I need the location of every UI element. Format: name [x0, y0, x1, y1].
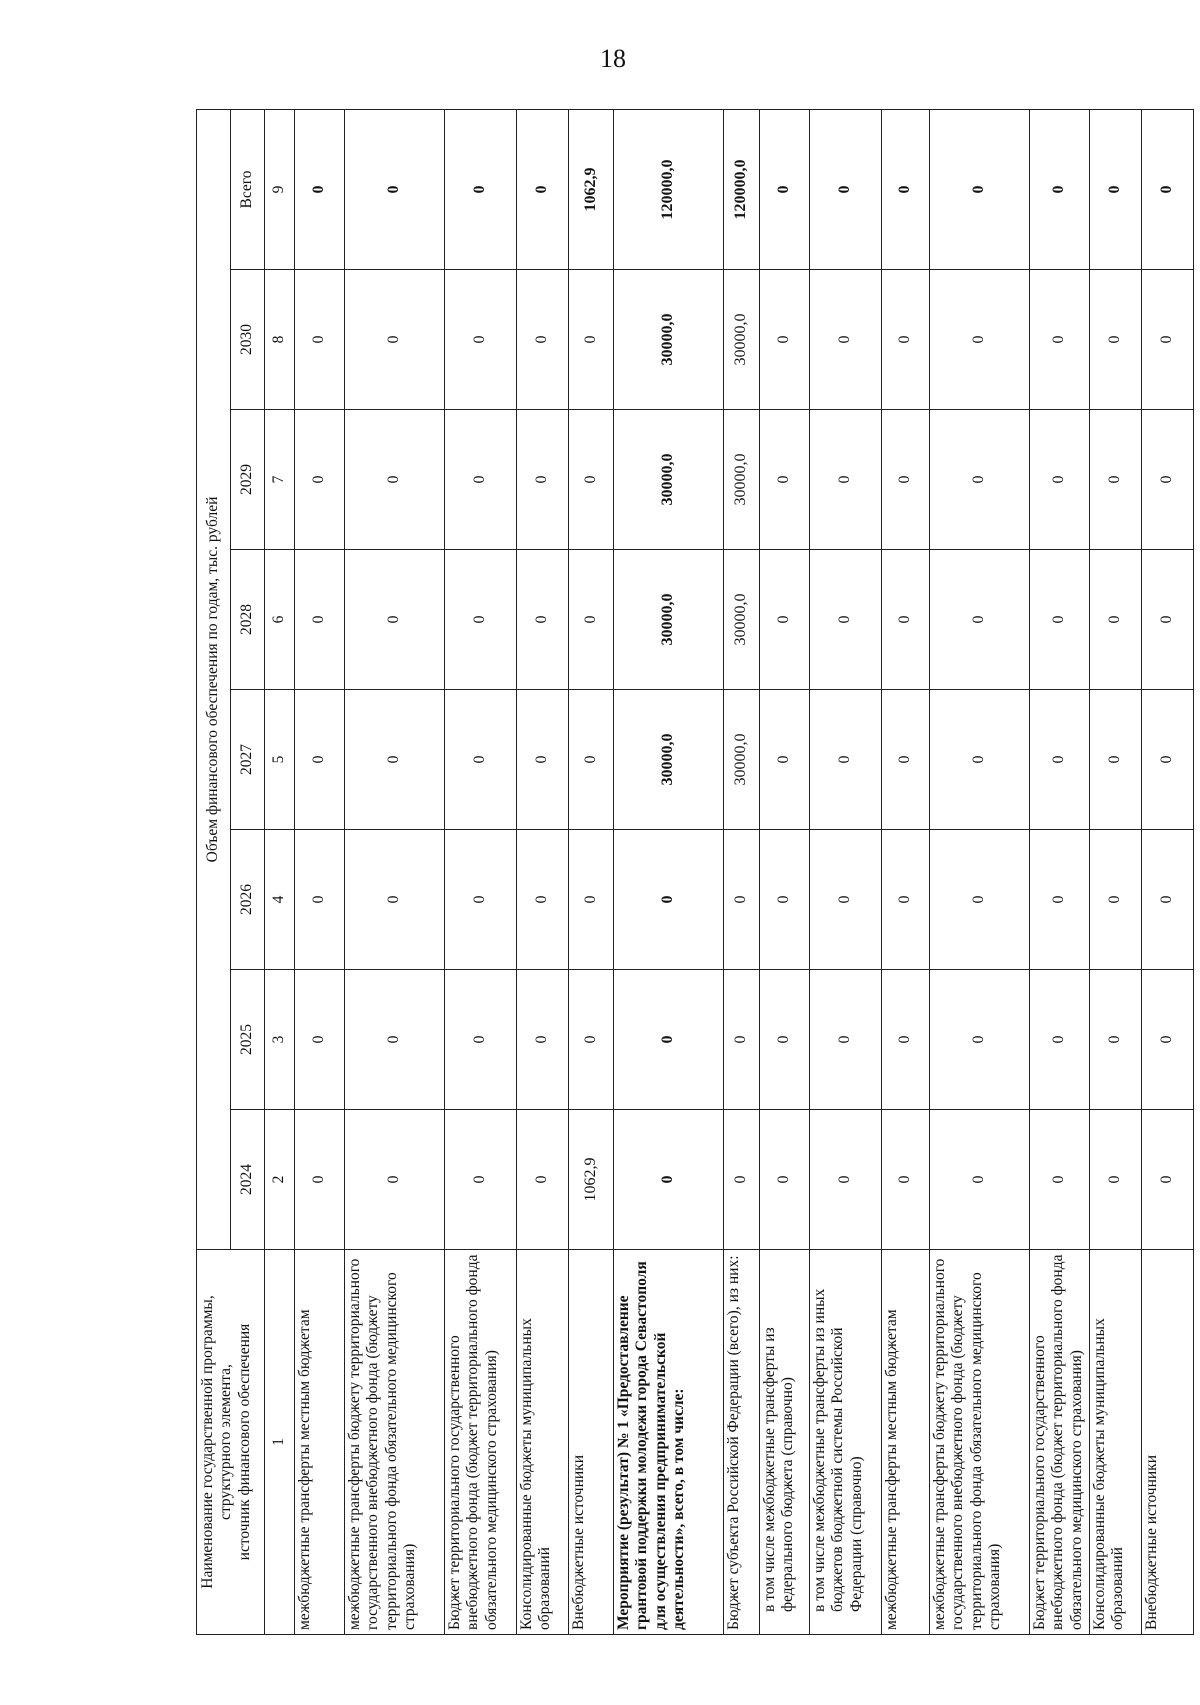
year-header: 2028 — [231, 550, 265, 690]
column-index: 3 — [265, 970, 295, 1110]
row-value: 0 — [1030, 410, 1090, 550]
row-value: 0 — [1030, 270, 1090, 410]
row-value: 0 — [569, 270, 614, 410]
row-total: 120000,0 — [724, 110, 760, 270]
row-label: Консолидированные бюджеты муниципальных образований — [517, 1250, 569, 1635]
row-value: 0 — [517, 550, 569, 690]
row-total: 0 — [760, 110, 810, 270]
row-value: 30000,0 — [724, 550, 760, 690]
table-row — [614, 110, 724, 1635]
financing-table — [196, 109, 1194, 1635]
row-value: 30000,0 — [614, 270, 724, 410]
row-value: 0 — [724, 1110, 760, 1250]
row-label: Бюджет субъекта Российской Федерации (всего), из них: — [724, 1250, 760, 1635]
row-value: 0 — [930, 690, 1030, 830]
total-header: Всего — [231, 110, 265, 270]
row-value: 0 — [882, 550, 930, 690]
row-value: 0 — [1090, 970, 1142, 1110]
row-value: 0 — [445, 1110, 517, 1250]
table-row — [569, 110, 614, 1635]
row-value: 30000,0 — [614, 690, 724, 830]
row-value: 0 — [930, 830, 1030, 970]
row-value: 0 — [1142, 410, 1194, 550]
row-value: 0 — [760, 550, 810, 690]
column-index: 2 — [265, 1110, 295, 1250]
row-value: 0 — [295, 550, 345, 690]
row-value: 0 — [345, 690, 445, 830]
table-row — [1090, 110, 1142, 1635]
row-value: 0 — [1090, 1110, 1142, 1250]
row-value: 0 — [345, 270, 445, 410]
row-value: 0 — [1090, 410, 1142, 550]
row-value: 0 — [760, 270, 810, 410]
row-value: 0 — [882, 690, 930, 830]
column-index: 1 — [265, 1250, 295, 1635]
year-header: 2027 — [231, 690, 265, 830]
header-volume: Объем финансового обеспечения по годам, тыс. рублей — [197, 110, 231, 1250]
row-value: 0 — [295, 970, 345, 1110]
row-value: 0 — [724, 830, 760, 970]
row-value: 0 — [295, 410, 345, 550]
row-value: 30000,0 — [614, 410, 724, 550]
row-label: межбюджетные трансферты местным бюджетам — [295, 1250, 345, 1635]
row-value: 0 — [445, 410, 517, 550]
row-value: 0 — [445, 270, 517, 410]
table-row — [930, 110, 1030, 1635]
table-row — [724, 110, 760, 1635]
row-value: 0 — [1030, 690, 1090, 830]
row-value: 0 — [1142, 270, 1194, 410]
row-total: 120000,0 — [614, 110, 724, 270]
column-index-row — [265, 110, 295, 1635]
column-index: 6 — [265, 550, 295, 690]
column-index: 8 — [265, 270, 295, 410]
row-value: 0 — [1030, 830, 1090, 970]
row-value: 0 — [517, 830, 569, 970]
row-total: 0 — [445, 110, 517, 270]
header-name-line1: Наименование государственной программы, структурного элемента, — [199, 1295, 235, 1589]
row-value: 30000,0 — [724, 270, 760, 410]
row-value: 0 — [1090, 830, 1142, 970]
row-value: 0 — [810, 1110, 882, 1250]
row-value: 0 — [760, 690, 810, 830]
row-value: 0 — [345, 410, 445, 550]
row-value: 0 — [882, 410, 930, 550]
row-value: 0 — [345, 830, 445, 970]
column-index: 5 — [265, 690, 295, 830]
row-total: 0 — [517, 110, 569, 270]
row-value: 0 — [882, 830, 930, 970]
table-row — [517, 110, 569, 1635]
row-total: 0 — [882, 110, 930, 270]
row-value: 0 — [1142, 550, 1194, 690]
row-value: 0 — [569, 690, 614, 830]
row-value: 0 — [569, 550, 614, 690]
row-label: в том числе межбюджетные трансферты из иных бюджетов бюджетной системы Российской Федерации (справочно) — [810, 1250, 882, 1635]
row-value: 0 — [1090, 550, 1142, 690]
column-index: 9 — [265, 110, 295, 270]
row-value: 0 — [445, 830, 517, 970]
row-value: 0 — [614, 970, 724, 1110]
table-row — [345, 110, 445, 1635]
header-name-line2: источник финансового обеспечения — [235, 1323, 253, 1561]
row-label: межбюджетные трансферты бюджету территориального государственного внебюджетного фонда (бюджету территориального фонда обязательного медицинского страхования) — [930, 1250, 1030, 1635]
row-value: 0 — [760, 1110, 810, 1250]
column-index: 4 — [265, 830, 295, 970]
row-value: 0 — [295, 690, 345, 830]
year-header: 2025 — [231, 970, 265, 1110]
row-value: 0 — [760, 410, 810, 550]
row-total: 0 — [1030, 110, 1090, 270]
header-name-cell — [197, 1250, 265, 1635]
row-value: 0 — [517, 410, 569, 550]
row-value: 0 — [614, 830, 724, 970]
row-value: 0 — [930, 550, 1030, 690]
row-value: 0 — [517, 270, 569, 410]
row-value: 0 — [1030, 550, 1090, 690]
row-value: 0 — [930, 1110, 1030, 1250]
row-value: 0 — [810, 970, 882, 1110]
row-value: 0 — [810, 270, 882, 410]
row-value: 0 — [345, 1110, 445, 1250]
row-value: 30000,0 — [724, 410, 760, 550]
page-number: 18 — [600, 44, 626, 73]
row-label: Бюджет территориального государственного внебюджетного фонда (бюджет территориального фонда обязательного медицинского страхования) — [445, 1250, 517, 1635]
row-value: 0 — [569, 410, 614, 550]
row-value: 0 — [882, 270, 930, 410]
row-value: 0 — [930, 410, 1030, 550]
table-row — [445, 110, 517, 1635]
row-label: Внебюджетные источники — [1142, 1250, 1194, 1635]
row-value: 0 — [1090, 690, 1142, 830]
row-value: 0 — [295, 270, 345, 410]
row-value: 30000,0 — [614, 550, 724, 690]
row-value: 1062,9 — [569, 1110, 614, 1250]
row-total: 0 — [810, 110, 882, 270]
row-total: 0 — [345, 110, 445, 270]
row-total: 0 — [1142, 110, 1194, 270]
row-value: 0 — [614, 1110, 724, 1250]
row-total: 0 — [1090, 110, 1142, 270]
row-value: 0 — [760, 830, 810, 970]
column-index: 7 — [265, 410, 295, 550]
row-value: 0 — [1142, 970, 1194, 1110]
row-total: 0 — [295, 110, 345, 270]
row-value: 0 — [882, 970, 930, 1110]
row-value: 0 — [882, 1110, 930, 1250]
row-value: 0 — [445, 970, 517, 1110]
rotated-table-container — [196, 110, 1176, 1635]
row-label: Внебюджетные источники — [569, 1250, 614, 1635]
row-value: 0 — [295, 830, 345, 970]
row-value: 0 — [1142, 830, 1194, 970]
row-value: 0 — [810, 690, 882, 830]
year-header: 2030 — [231, 270, 265, 410]
row-value: 0 — [445, 690, 517, 830]
row-value: 0 — [930, 970, 1030, 1110]
row-value: 0 — [345, 550, 445, 690]
row-label: межбюджетные трансферты местным бюджетам — [882, 1250, 930, 1635]
row-value: 0 — [1142, 690, 1194, 830]
row-value: 0 — [345, 970, 445, 1110]
row-label: Мероприятие (результат) № 1 «Предоставление грантовой поддержки молодежи города Севастополя для осуществления предпринимательской деятельности», всего, в том числе: — [614, 1250, 724, 1635]
row-value: 0 — [1090, 270, 1142, 410]
year-header: 2026 — [231, 830, 265, 970]
row-label: межбюджетные трансферты бюджету территориального государственного внебюджетного фонда (бюджету территориального фонда обязательного медицинского страхования) — [345, 1250, 445, 1635]
table-row — [810, 110, 882, 1635]
row-value: 30000,0 — [724, 690, 760, 830]
row-value: 0 — [445, 550, 517, 690]
row-value: 0 — [1030, 1110, 1090, 1250]
table-row — [295, 110, 345, 1635]
year-header: 2024 — [231, 1110, 265, 1250]
row-value: 0 — [569, 970, 614, 1110]
table-body — [295, 110, 1194, 1635]
row-value: 0 — [930, 270, 1030, 410]
row-value: 0 — [569, 830, 614, 970]
table-row — [760, 110, 810, 1635]
row-label: Бюджет территориального государственного внебюджетного фонда (бюджет территориального фонда обязательного медицинского страхования) — [1030, 1250, 1090, 1635]
row-value: 0 — [810, 550, 882, 690]
year-header: 2029 — [231, 410, 265, 550]
table-row — [1142, 110, 1194, 1635]
row-value: 0 — [517, 1110, 569, 1250]
row-value: 0 — [1030, 970, 1090, 1110]
row-total: 1062,9 — [569, 110, 614, 270]
row-value: 0 — [760, 970, 810, 1110]
row-total: 0 — [930, 110, 1030, 270]
row-value: 0 — [295, 1110, 345, 1250]
row-value: 0 — [1142, 1110, 1194, 1250]
row-value: 0 — [517, 970, 569, 1110]
row-label: Консолидированные бюджеты муниципальных образований — [1090, 1250, 1142, 1635]
table-row — [1030, 110, 1090, 1635]
table-row — [882, 110, 930, 1635]
row-value: 0 — [724, 970, 760, 1110]
row-value: 0 — [810, 830, 882, 970]
row-label: в том числе межбюджетные трансферты из федерального бюджета (справочно) — [760, 1250, 810, 1635]
row-value: 0 — [517, 690, 569, 830]
row-value: 0 — [810, 410, 882, 550]
